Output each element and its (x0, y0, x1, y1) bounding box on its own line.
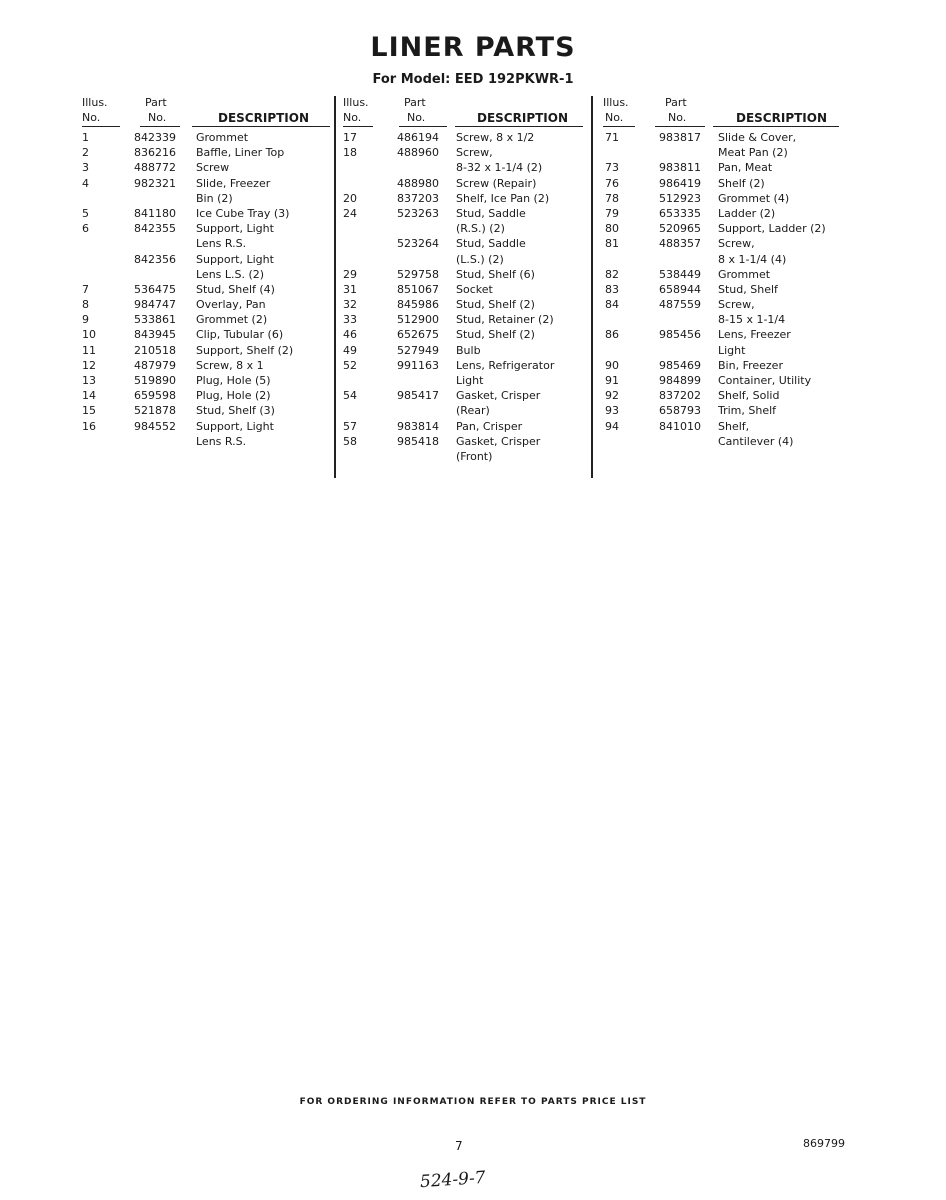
part-number: 519890 (134, 374, 176, 387)
table-row (603, 312, 843, 327)
table-header (82, 96, 332, 130)
table-row (603, 282, 843, 297)
illus-number: 57 (343, 419, 357, 433)
part-description: Meat Pan (2) (718, 146, 788, 160)
table-row (603, 267, 843, 282)
part-description: Lens, Freezer (718, 328, 791, 342)
table-row (82, 312, 332, 327)
table-row (603, 176, 843, 191)
part-description: Lens, Refrigerator (456, 358, 555, 372)
part-description: Plug, Hole (2) (196, 389, 271, 403)
table-row (343, 191, 587, 206)
part-description: Lens L.S. (2) (196, 267, 265, 281)
part-number: 985418 (397, 434, 439, 448)
illus-number: 24 (343, 206, 357, 220)
table-row (603, 403, 843, 418)
table-row (343, 236, 587, 251)
table-row (603, 419, 843, 434)
table-row (343, 419, 587, 434)
table-row (343, 358, 587, 373)
illus-number: 11 (82, 343, 96, 357)
illus-number: 29 (343, 267, 357, 281)
part-number: 837203 (397, 191, 439, 205)
table-row (343, 206, 587, 221)
part-description: Slide, Freezer (196, 176, 271, 190)
table-row (82, 434, 332, 449)
part-description: Slide & Cover, (718, 131, 797, 144)
illus-number: 9 (82, 313, 89, 327)
table-row (82, 297, 332, 312)
part-number: 843945 (134, 328, 176, 342)
part-number: 488980 (397, 176, 439, 190)
illus-number: 32 (343, 298, 357, 312)
table-row (82, 373, 332, 388)
illus-number: 8 (82, 298, 89, 312)
table-row (603, 221, 843, 236)
part-description: Stud, Retainer (2) (456, 313, 554, 327)
illus-number: 3 (82, 161, 89, 175)
part-number: 842356 (134, 252, 176, 266)
part-description: Bin, Freezer (718, 358, 783, 372)
table-header (603, 96, 843, 130)
illus-number: 78 (605, 191, 619, 205)
part-number: 985456 (659, 328, 701, 342)
part-header: Part (145, 96, 167, 109)
table-row (343, 297, 587, 312)
part-description: Stud, Shelf (718, 282, 778, 296)
part-description: Light (456, 374, 484, 387)
part-description: Ice Cube Tray (3) (196, 206, 290, 220)
part-description: Screw (Repair) (456, 176, 537, 190)
part-number: 488960 (397, 146, 439, 160)
part-number: 842355 (134, 222, 176, 236)
part-description: Clip, Tubular (6) (196, 328, 284, 342)
table-row (82, 252, 332, 267)
table-row (343, 282, 587, 297)
description-header: DESCRIPTION (736, 111, 828, 125)
illus-number: 86 (605, 328, 619, 342)
header-underline (655, 126, 705, 127)
part-number: 529758 (397, 267, 439, 281)
description-header: DESCRIPTION (218, 111, 310, 125)
table-row (603, 343, 843, 358)
part-description: (Rear) (456, 404, 490, 418)
illus-header: Illus. (82, 96, 108, 109)
column-divider (334, 96, 336, 478)
part-description: Grommet (196, 131, 249, 144)
illus-no-header: No. (605, 111, 624, 124)
table-row (343, 327, 587, 342)
part-number: 658793 (659, 404, 701, 418)
table-row (603, 145, 843, 160)
table-row (603, 206, 843, 221)
table-row (603, 388, 843, 403)
table-row (603, 373, 843, 388)
illus-number: 84 (605, 298, 619, 312)
header-underline (455, 126, 583, 127)
illus-number: 33 (343, 313, 357, 327)
table-row (603, 358, 843, 373)
table-row (343, 343, 587, 358)
table-rows (343, 130, 587, 464)
illus-number: 7 (82, 282, 89, 296)
table-row (603, 160, 843, 175)
part-description: Stud, Shelf (6) (456, 267, 535, 281)
illus-number: 82 (605, 267, 619, 281)
part-no-header: No. (407, 111, 426, 124)
part-number: 841010 (659, 419, 701, 433)
illus-number: 46 (343, 328, 357, 342)
illus-number: 83 (605, 282, 619, 296)
part-description: Container, Utility (718, 374, 812, 387)
model-subtitle: For Model: EED 192PKWR-1 (372, 72, 574, 87)
part-description: Support, Light (196, 252, 274, 266)
part-description: Screw (196, 161, 230, 175)
table-row (343, 221, 587, 236)
part-description: Stud, Shelf (2) (456, 298, 535, 312)
part-number: 985417 (397, 389, 439, 403)
illus-number: 91 (605, 374, 619, 387)
part-description: (L.S.) (2) (456, 252, 504, 266)
part-number: 488357 (659, 237, 701, 251)
part-description: Light (718, 343, 746, 357)
part-number: 983814 (397, 419, 439, 433)
part-description: Lens R.S. (196, 434, 247, 448)
part-number: 533861 (134, 313, 176, 327)
part-description: Support, Ladder (2) (718, 222, 826, 236)
part-description: 8-32 x 1-1/4 (2) (456, 161, 543, 175)
illus-number: 73 (605, 161, 619, 175)
part-number: 986419 (659, 176, 701, 190)
table-row (343, 403, 587, 418)
part-number: 652675 (397, 328, 439, 342)
illus-number: 76 (605, 176, 619, 190)
table-rows (82, 130, 332, 449)
part-number: 487559 (659, 298, 701, 312)
document-number: 869799 (803, 1137, 845, 1150)
page-title: LINER PARTS (370, 32, 576, 63)
illus-number: 18 (343, 146, 357, 160)
part-number: 983817 (659, 131, 701, 144)
part-description: Stud, Shelf (3) (196, 404, 275, 418)
table-row (343, 145, 587, 160)
part-description: Ladder (2) (718, 206, 776, 220)
part-description: Support, Shelf (2) (196, 343, 294, 357)
table-row (343, 312, 587, 327)
part-description: Screw, (718, 237, 755, 251)
illus-number: 90 (605, 358, 619, 372)
part-description: 8 x 1-1/4 (4) (718, 252, 787, 266)
part-number: 984552 (134, 419, 176, 433)
illus-number: 80 (605, 222, 619, 236)
part-header: Part (404, 96, 426, 109)
part-description: Lens R.S. (196, 237, 247, 251)
part-description: Stud, Saddle (456, 206, 526, 220)
table-row (82, 206, 332, 221)
illus-header: Illus. (603, 96, 629, 109)
illus-number: 52 (343, 358, 357, 372)
part-number: 536475 (134, 282, 176, 296)
page-number: 7 (455, 1139, 463, 1153)
part-number: 210518 (134, 343, 176, 357)
table-row (343, 252, 587, 267)
part-description: Pan, Meat (718, 161, 773, 175)
table-row (343, 176, 587, 191)
ordering-note: FOR ORDERING INFORMATION REFER TO PARTS PRICE LIST (299, 1097, 647, 1107)
part-description: Trim, Shelf (718, 404, 777, 418)
parts-table-1 (82, 96, 332, 449)
illus-number: 58 (343, 434, 357, 448)
part-number: 527949 (397, 343, 439, 357)
part-no-header: No. (668, 111, 687, 124)
illus-number: 5 (82, 206, 89, 220)
table-row (603, 327, 843, 342)
part-number: 845986 (397, 298, 439, 312)
part-number: 653335 (659, 206, 701, 220)
table-row (343, 373, 587, 388)
table-row (82, 160, 332, 175)
table-row (603, 191, 843, 206)
table-row (343, 130, 587, 145)
part-number: 659598 (134, 389, 176, 403)
table-row (82, 130, 332, 145)
part-number: 991163 (397, 358, 439, 372)
table-row (82, 358, 332, 373)
part-number: 837202 (659, 389, 701, 403)
illus-number: 1 (82, 131, 89, 144)
part-description: Shelf, Ice Pan (2) (456, 191, 550, 205)
table-row (82, 403, 332, 418)
part-number: 851067 (397, 282, 439, 296)
part-description: 8-15 x 1-1/4 (718, 313, 786, 327)
part-no-header: No. (148, 111, 167, 124)
illus-number: 92 (605, 389, 619, 403)
table-row (82, 267, 332, 282)
table-row (82, 327, 332, 342)
parts-table-3 (603, 96, 843, 449)
part-number: 842339 (134, 131, 176, 144)
header-underline (140, 126, 180, 127)
illus-no-header: No. (343, 111, 362, 124)
part-number: 841180 (134, 206, 176, 220)
table-row (343, 434, 587, 449)
part-description: Bulb (456, 343, 481, 357)
part-number: 512923 (659, 191, 701, 205)
part-description: Support, Light (196, 419, 274, 433)
header-underline (192, 126, 330, 127)
part-description: (R.S.) (2) (456, 222, 505, 236)
illus-number: 93 (605, 404, 619, 418)
part-description: Screw, 8 x 1 (196, 358, 264, 372)
table-row (603, 297, 843, 312)
illus-number: 15 (82, 404, 96, 418)
part-description: Bin (2) (196, 191, 233, 205)
table-row (603, 236, 843, 251)
part-number: 523263 (397, 206, 439, 220)
part-header: Part (665, 96, 687, 109)
part-number: 488772 (134, 161, 176, 175)
part-description: Shelf (2) (718, 176, 765, 190)
part-number: 984747 (134, 298, 176, 312)
part-number: 658944 (659, 282, 701, 296)
table-row (82, 176, 332, 191)
part-number: 512900 (397, 313, 439, 327)
part-description: Gasket, Crisper (456, 389, 541, 403)
table-row (343, 449, 587, 464)
part-number: 836216 (134, 146, 176, 160)
part-description: Grommet (2) (196, 313, 268, 327)
table-row (82, 343, 332, 358)
illus-number: 49 (343, 343, 357, 357)
illus-number: 6 (82, 222, 89, 236)
part-description: Cantilever (4) (718, 434, 794, 448)
part-description: Socket (456, 282, 493, 296)
part-number: 985469 (659, 358, 701, 372)
illus-number: 79 (605, 206, 619, 220)
part-number: 523264 (397, 237, 439, 251)
part-number: 487979 (134, 358, 176, 372)
table-row (82, 145, 332, 160)
part-number: 984899 (659, 374, 701, 387)
part-number: 982321 (134, 176, 176, 190)
part-number: 521878 (134, 404, 176, 418)
part-description: Grommet (4) (718, 191, 790, 205)
part-description: Screw, 8 x 1/2 (456, 131, 535, 144)
part-description: Screw, (718, 298, 755, 312)
illus-number: 54 (343, 389, 357, 403)
table-row (343, 388, 587, 403)
part-description: Support, Light (196, 222, 274, 236)
part-description: Screw, (456, 146, 493, 160)
illus-number: 71 (605, 131, 619, 144)
part-number: 538449 (659, 267, 701, 281)
part-number: 983811 (659, 161, 701, 175)
part-description: Pan, Crisper (456, 419, 523, 433)
parts-table-2 (343, 96, 587, 464)
part-description: (Front) (456, 449, 493, 463)
table-row (343, 267, 587, 282)
part-number: 486194 (397, 131, 439, 144)
header-underline (343, 126, 373, 127)
illus-number: 10 (82, 328, 96, 342)
part-description: Gasket, Crisper (456, 434, 541, 448)
part-description: Stud, Saddle (456, 237, 526, 251)
table-row (82, 221, 332, 236)
table-row (82, 388, 332, 403)
table-row (343, 160, 587, 175)
header-underline (82, 126, 120, 127)
table-row (82, 282, 332, 297)
illus-number: 14 (82, 389, 96, 403)
header-underline (713, 126, 839, 127)
illus-number: 81 (605, 237, 619, 251)
part-description: Plug, Hole (5) (196, 374, 271, 387)
table-row (82, 236, 332, 251)
handwritten-note: 524-9-7 (419, 1167, 487, 1193)
table-header (343, 96, 587, 130)
table-row (82, 191, 332, 206)
column-divider (591, 96, 593, 478)
part-description: Shelf, (718, 419, 750, 433)
table-row (603, 252, 843, 267)
table-rows (603, 130, 843, 449)
illus-number: 4 (82, 176, 89, 190)
description-header: DESCRIPTION (477, 111, 569, 125)
header-underline (603, 126, 635, 127)
table-row (82, 419, 332, 434)
illus-number: 2 (82, 146, 89, 160)
illus-header: Illus. (343, 96, 369, 109)
header-underline (399, 126, 447, 127)
illus-number: 16 (82, 419, 96, 433)
part-description: Stud, Shelf (4) (196, 282, 275, 296)
illus-number: 20 (343, 191, 357, 205)
illus-number: 94 (605, 419, 619, 433)
illus-number: 13 (82, 374, 96, 387)
part-number: 520965 (659, 222, 701, 236)
part-description: Shelf, Solid (718, 389, 780, 403)
table-row (603, 130, 843, 145)
part-description: Stud, Shelf (2) (456, 328, 535, 342)
illus-number: 31 (343, 282, 357, 296)
part-description: Baffle, Liner Top (196, 146, 285, 160)
illus-no-header: No. (82, 111, 101, 124)
part-description: Overlay, Pan (196, 298, 266, 312)
illus-number: 12 (82, 358, 96, 372)
part-description: Grommet (718, 267, 771, 281)
illus-number: 17 (343, 131, 357, 144)
table-row (603, 434, 843, 449)
